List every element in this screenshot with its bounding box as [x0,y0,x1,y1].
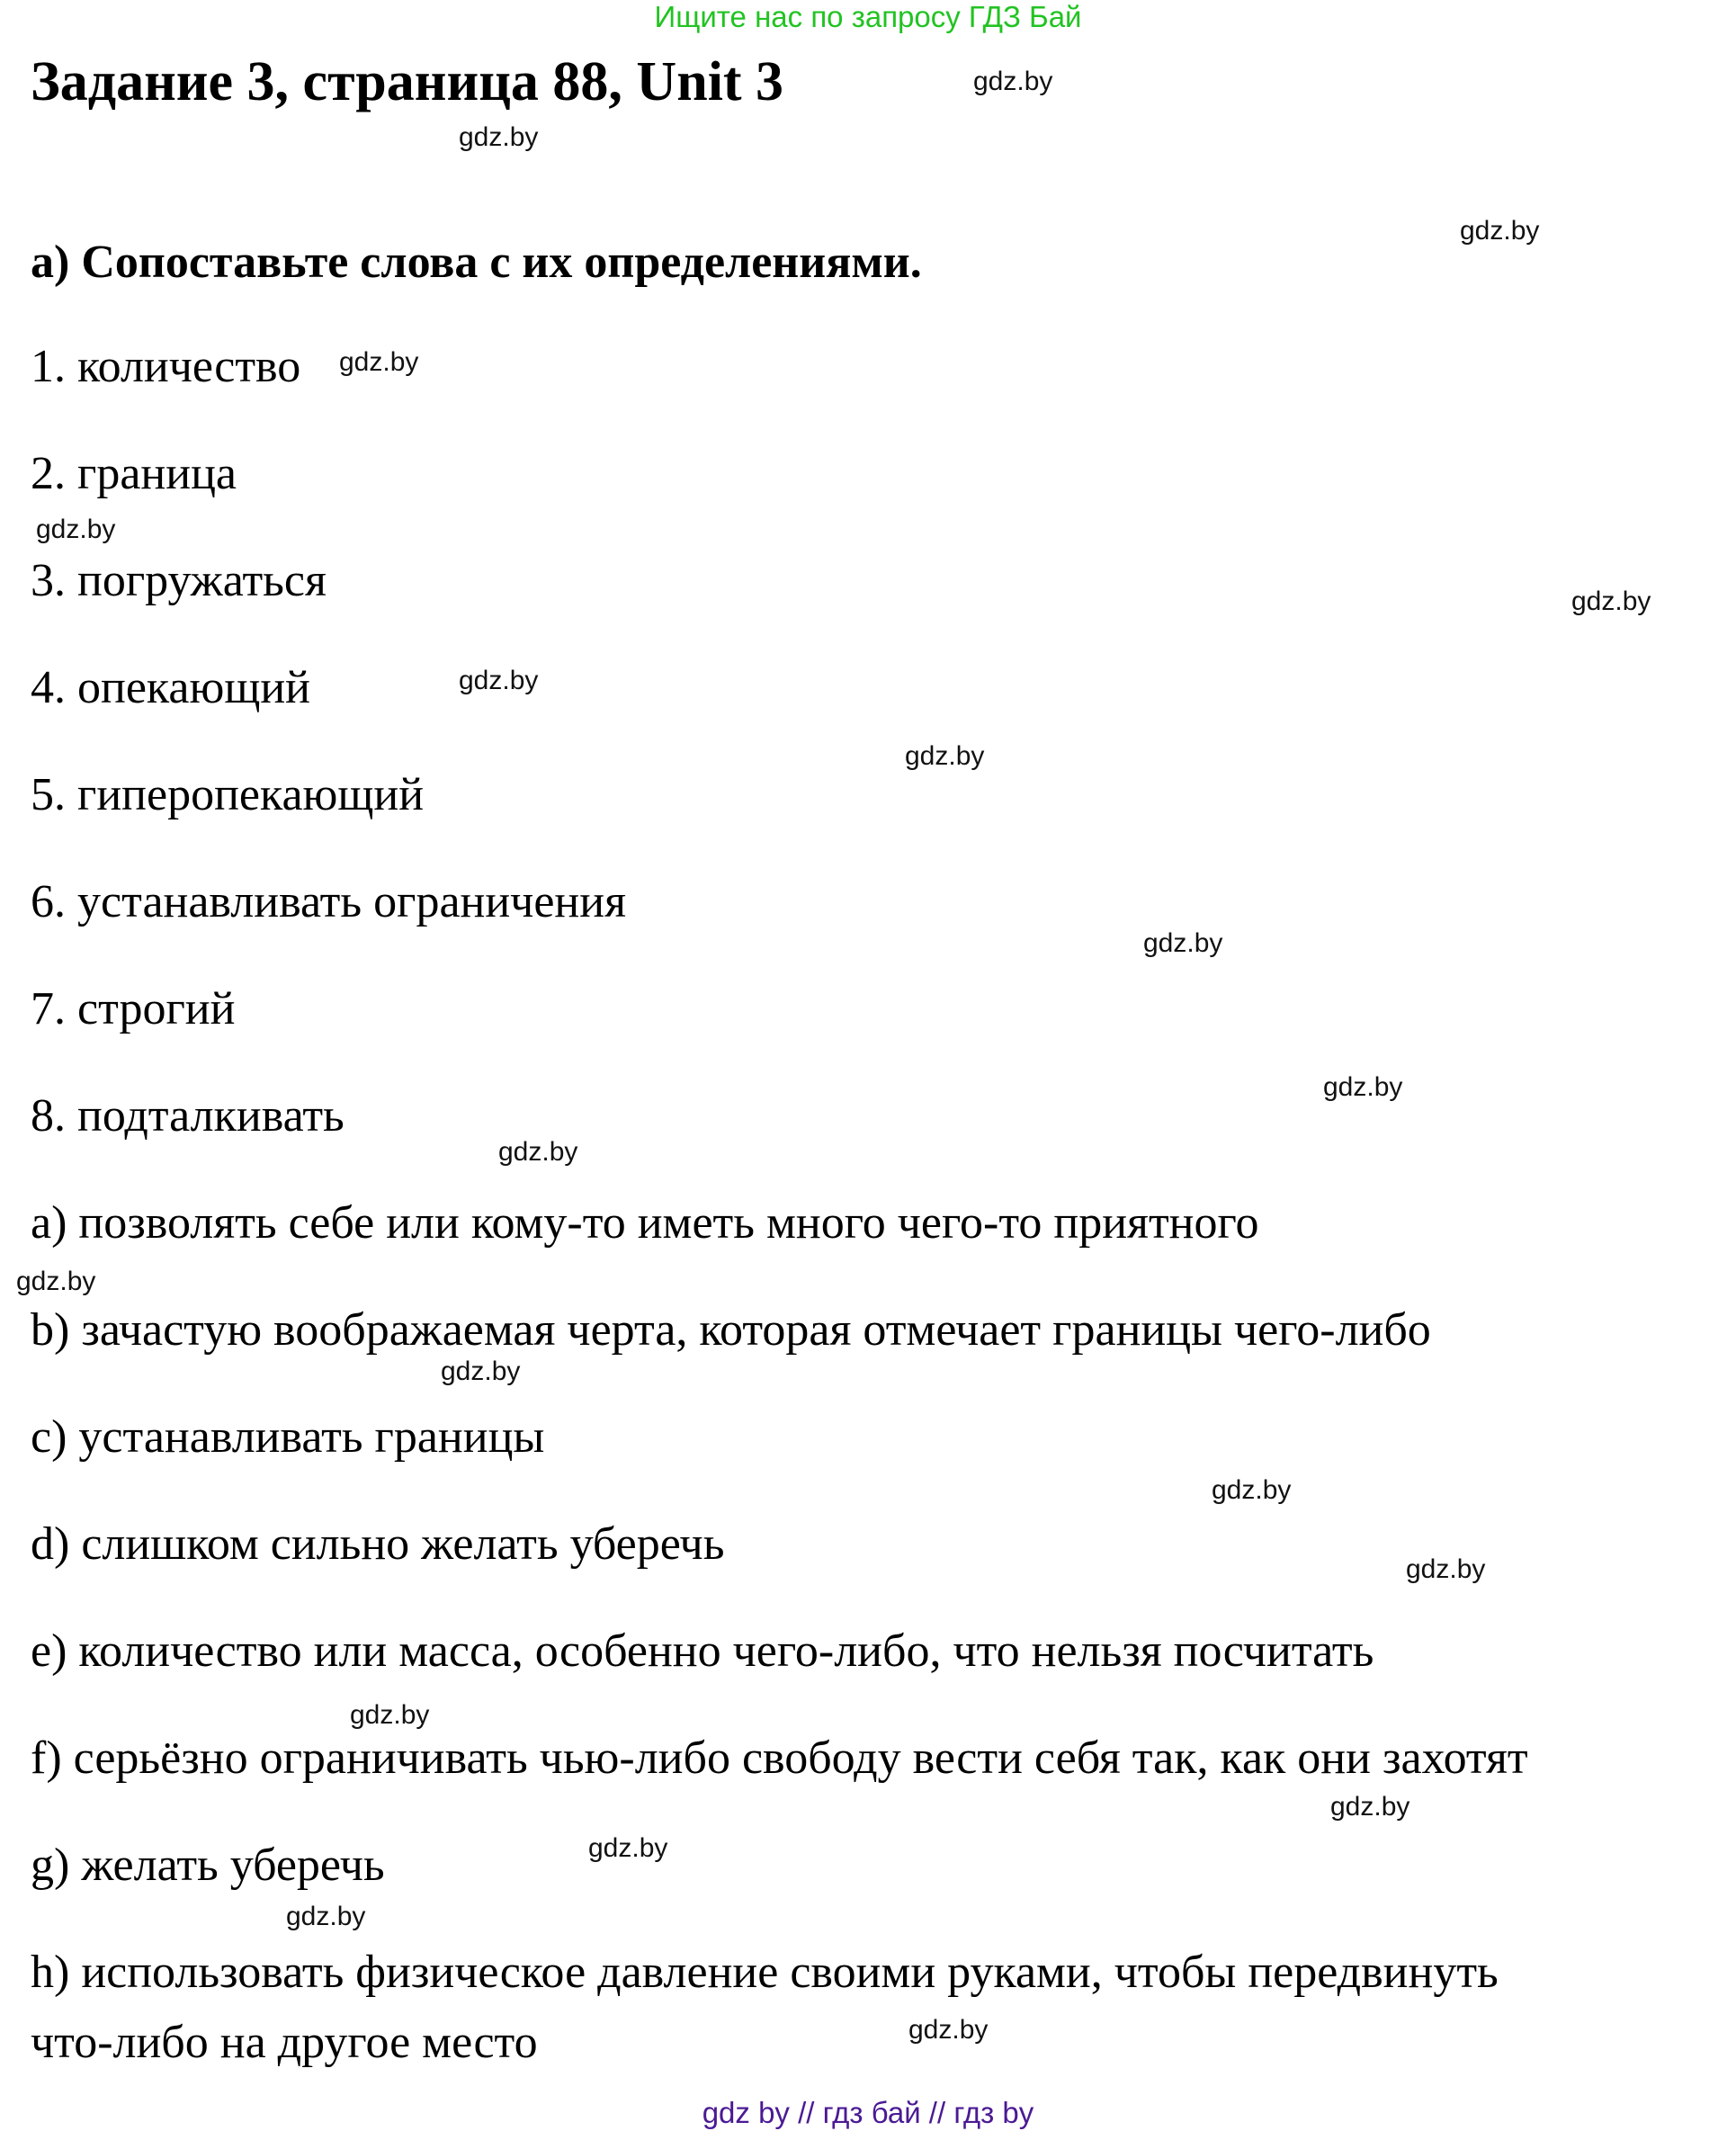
page-title: Задание 3, страница 88, Unit 3 [31,51,784,112]
watermark: gdz.by [459,122,539,152]
definition-item: a) позволять себе или кому-то иметь много чего-то приятного [31,1197,1259,1249]
task-heading: a) Сопоставьте слова с их определениями. [31,237,922,288]
watermark: gdz.by [905,741,985,771]
watermark: gdz.by [339,347,419,377]
watermark: gdz.by [1143,928,1223,958]
watermark: gdz.by [36,515,116,544]
watermark: gdz.by [973,67,1053,96]
word-item: 5. гиперопекающий [31,769,425,820]
watermark: gdz.by [1571,586,1651,616]
word-item: 2. граница [31,448,237,499]
word-item: 3. погружаться [31,555,327,606]
word-item: 4. опекающий [31,662,311,713]
watermark: gdz.by [1212,1475,1292,1505]
definition-item: f) серьёзно ограничивать чью-либо свободу вести себя так, как они захотят [31,1733,1528,1784]
watermark: gdz.by [16,1267,96,1296]
word-item: 1. количество [31,341,301,392]
definition-item: c) устанавливать границы [31,1411,545,1463]
word-item: 8. подталкивать [31,1090,345,1142]
word-item: 6. устанавливать ограничения [31,876,626,927]
word-item: 7. строгий [31,983,236,1034]
watermark: gdz.by [350,1700,430,1730]
watermark: gdz.by [286,1902,366,1931]
watermark: gdz.by [1330,1792,1410,1822]
watermark: gdz.by [1460,216,1540,246]
definition-item: h) использовать физическое давление своими руками, чтобы передвинуть [31,1947,1499,1998]
definition-item-continuation: что-либо на другое место [31,2017,538,2068]
watermark: gdz.by [908,2015,989,2045]
footer-watermark: gdz by // гдз бай // гдз by [702,2096,1034,2129]
watermark: gdz.by [1323,1072,1403,1102]
watermark: gdz.by [441,1356,521,1386]
search-banner: Ищите нас по запросу ГДЗ Бай [654,0,1082,33]
watermark: gdz.by [459,666,539,695]
definition-item: g) желать уберечь [31,1840,385,1891]
watermark: gdz.by [588,1833,668,1863]
watermark: gdz.by [1406,1554,1486,1584]
definition-item: d) слишком сильно желать уберечь [31,1518,725,1570]
definition-item: b) зачастую воображаемая черта, которая отмечает границы чего-либо [31,1304,1431,1356]
definition-item: e) количество или масса, особенно чего-либо, что нельзя посчитать [31,1625,1374,1677]
watermark: gdz.by [498,1137,578,1167]
